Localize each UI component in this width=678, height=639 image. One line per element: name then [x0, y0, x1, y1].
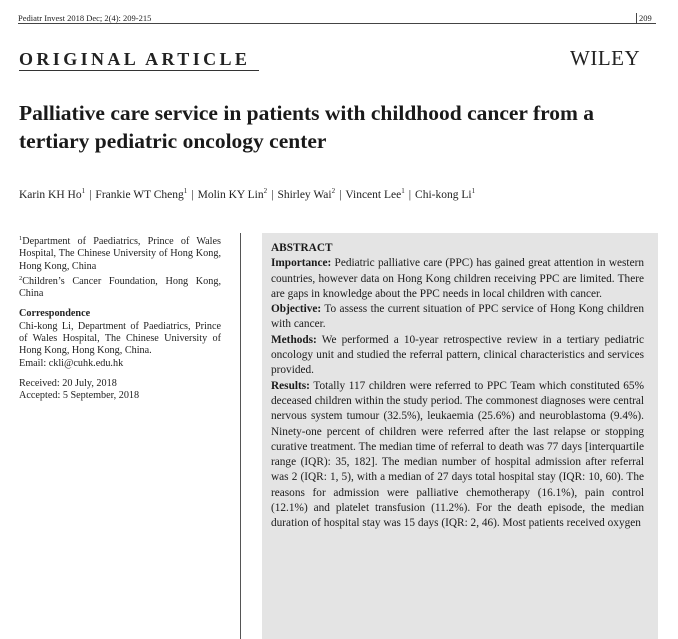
article-dates [19, 378, 221, 403]
article-type: ORIGINAL ARTICLE [19, 49, 251, 69]
author-separator: | [339, 189, 342, 201]
accepted-date: Accepted: 5 September, 2018 [19, 390, 140, 402]
author: Frankie WT Cheng$^1$ [95, 187, 188, 201]
correspondence-email: Email: ckli@cuhk.edu.hk [19, 357, 124, 369]
author-list [19, 187, 475, 201]
author-separator: | [89, 189, 92, 201]
author-separator: | [408, 189, 412, 201]
correspondence-text: Chi-kong Li, Department of Paediatrics, Prince of Wales Hospital, The Chinese University of Hong Kong, Hong Kong, China. [19, 320, 221, 357]
abstract-objective: Objective: To assess the current situation of PPC service of Hong Kong children with cancer. [271, 303, 644, 331]
author: Chi-kong Li$^1$ [415, 187, 476, 201]
affiliation: $^2$Children’s Cancer Foundation, Hong Kong, China [19, 274, 221, 300]
running-head: Pediatr Invest 2018 Dec; 2(4): 209-215 [18, 13, 152, 23]
article-type-underline [19, 70, 259, 71]
author-separator: | [271, 189, 274, 201]
author-separator: | [191, 189, 194, 201]
publisher-logo: WILEY [570, 46, 641, 70]
article-sidebar [19, 233, 221, 411]
received-date: Received: 20 July, 2018 [19, 377, 117, 389]
abstract [271, 241, 644, 532]
abstract-methods: Methods: We performed a 10-year retrospective review in a tertiary pediatric oncology unit and studied the referral pattern, clinical characteristics and services provided. [271, 333, 644, 377]
affiliation: $^1$Department of Paediatrics, Prince of Wales Hospital, The Chinese University of Hong Kong, Hong Kong, China [19, 235, 221, 272]
author: Molin KY Lin$^2$ [197, 187, 268, 201]
column-divider [240, 233, 241, 639]
abstract-importance: Importance: Pediatric palliative care (PPC) has gained great attention in western countries, however data on Hong Kong children receiving PPC are limited. There are gaps in knowledge about the PPC needs in local children with cancer. [271, 257, 644, 300]
author: Karin KH Ho$^1$ [19, 187, 86, 201]
article-title: Palliative care service in patients with childhood cancer from a tertiary pediatric oncology center [19, 101, 595, 153]
author: Shirley Wai$^2$ [277, 187, 336, 201]
correspondence [19, 308, 221, 369]
author: Vincent Lee$^1$ [345, 187, 405, 201]
abstract-results: Results: Totally 117 children were referred to PPC Team which constituted 65% deceased children within the study period. The commonest diagnoses were central nervous system tumour (32.5%), leukaemia (25.6%) and neuroblastoma (9.4%). Ninety-one percent of children were referred after the last relapse or stopping curative treatment. The median time of referral to death was 77 days [interquartile range (IQR): 35, 182]. The median number of hospital admission after referral was 2 (IQR: 1, 5), with a median of 27 days total hospital stay (IQR: 10, 60). The reasons for admission were palliative chemotherapy (16.1%), pain control (12.1%) and platelet transfusion (11.2%). For the death episode, the median duration of hospital stay was 15 days (IQR: 2, 46). Most patients received oxygen [271, 379, 644, 530]
affiliations [19, 233, 221, 300]
abstract-heading: ABSTRACT [271, 242, 333, 254]
correspondence-heading: Correspondence [19, 308, 91, 320]
page-number: 209 [636, 13, 652, 23]
header-rule [18, 23, 656, 24]
